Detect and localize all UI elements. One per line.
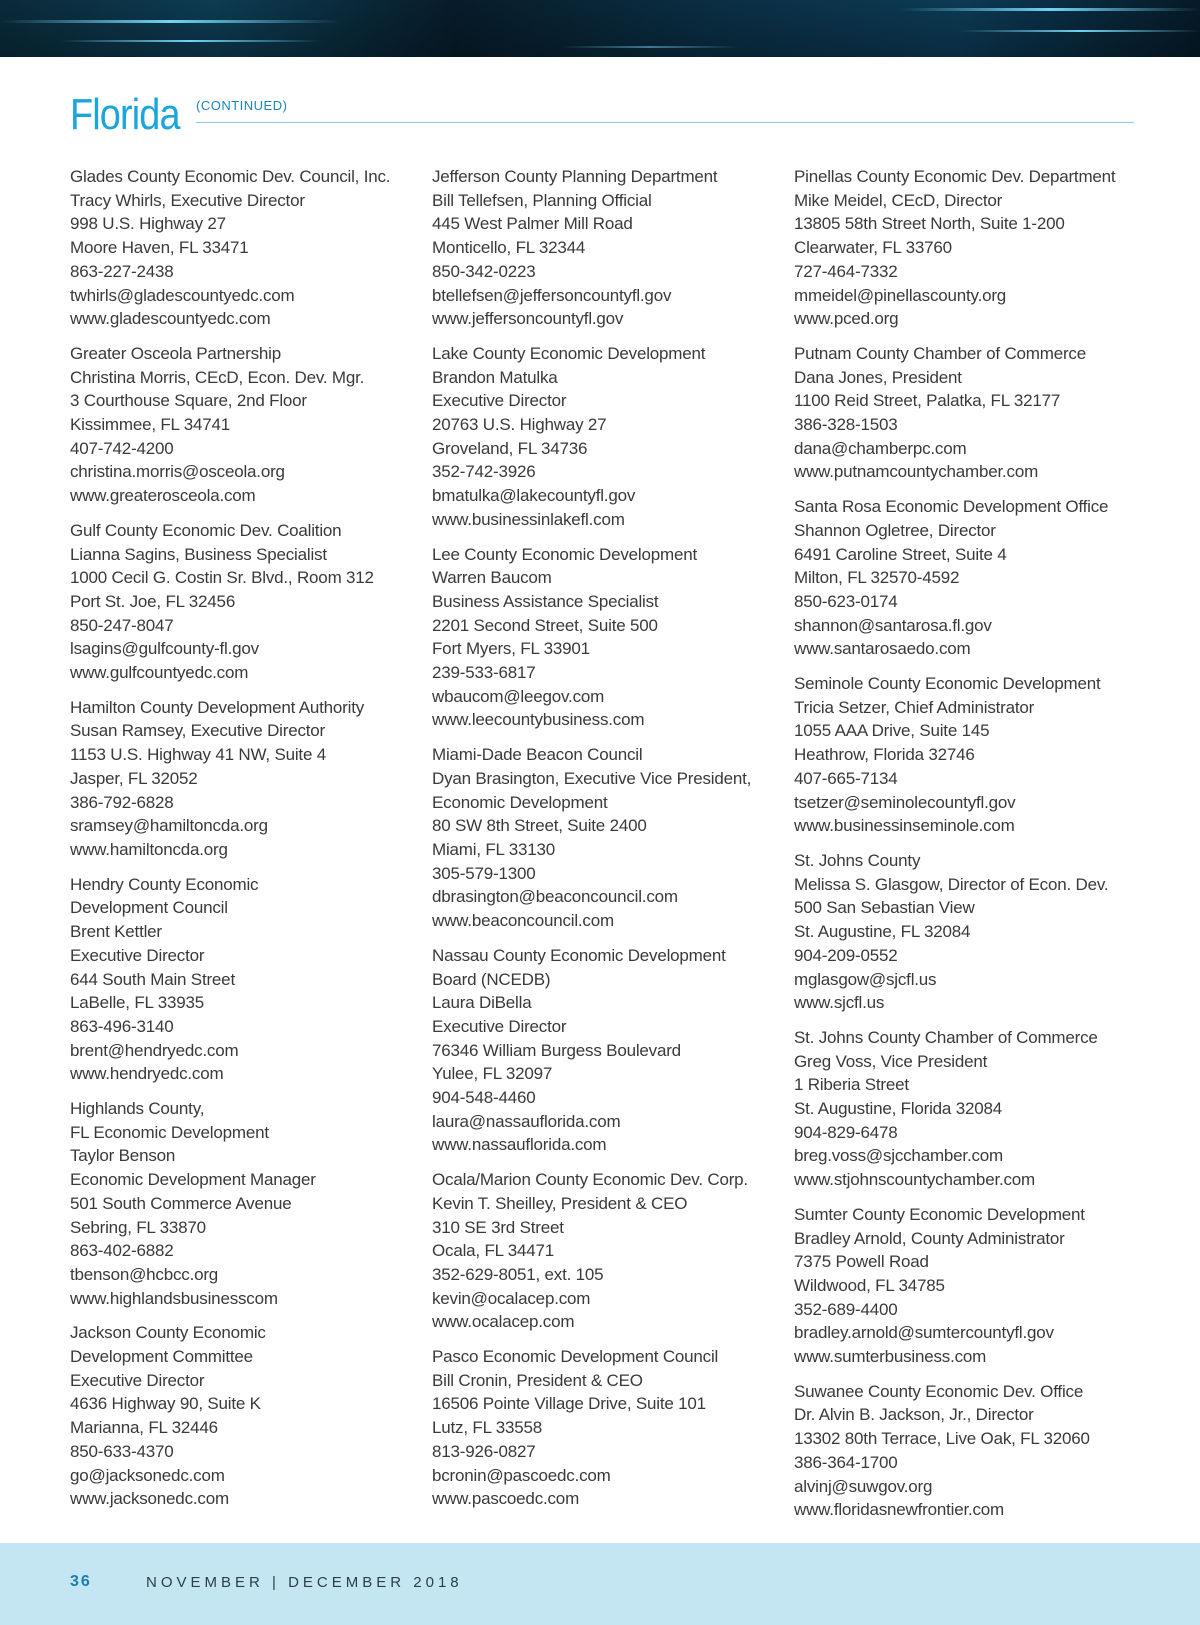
entry-organization: Pinellas County Economic Dev. Department [794,167,1116,186]
entry-organization: Nassau County Economic Development [432,945,726,965]
entry-organization: Seminole County Economic Development [794,674,1101,694]
entry-line: laura@nassauflorida.com [432,1111,621,1131]
entry-line: Miami, FL 33130 [432,839,555,859]
entry-line: 904-829-6478 [794,1122,898,1142]
entry-line: tsetzer@seminolecountyfl.gov [794,792,1016,812]
entry-line: 850-633-4370 [70,1441,174,1461]
entry-line: 727-464-7332 [794,261,898,281]
entry-line: Taylor Benson [70,1146,176,1166]
entry-line: Groveland, FL 34736 [432,438,588,458]
entry-organization: Sumter County Economic Development [794,1204,1085,1224]
banner-light-streak [60,40,320,42]
entry-line: 352-689-4400 [794,1299,898,1319]
entry-line: 386-792-6828 [70,792,174,812]
directory-entry [432,944,782,1157]
directory-entry [70,696,420,862]
entry-line: www.gulfcountyedc.com [70,663,249,683]
entry-organization: Pasco Economic Development Council [432,1347,719,1367]
entry-line: Ocala, FL 34471 [432,1241,555,1261]
directory-column-1 [70,165,420,1522]
entry-line: 352-742-3926 [432,462,536,482]
entry-line: bradley.arnold@sumtercountyfl.gov [794,1323,1054,1343]
entry-line: www.beaconcouncil.com [432,911,614,931]
entry-line: Tracy Whirls, Executive Director [70,190,305,210]
directory-entry [70,519,420,685]
entry-organization: Highlands County, [70,1099,205,1119]
entry-line: 407-742-4200 [70,438,174,458]
entry-line: www.businessinseminole.com [794,816,1015,836]
entry-line: Jasper, FL 32052 [70,768,198,788]
entry-line: www.leecountybusiness.com [432,710,645,730]
entry-line: 1100 Reid Street, Palatka, FL 32177 [794,391,1061,411]
entry-line: 1000 Cecil G. Costin Sr. Blvd., Room 312 [70,568,374,588]
entry-organization: Ocala/Marion County Economic Dev. Corp. [432,1170,748,1190]
entry-line: www.hendryedc.com [70,1064,224,1084]
entry-organization: Miami-Dade Beacon Council [432,745,643,765]
entry-line: 13302 80th Terrace, Live Oak, FL 32060 [794,1429,1090,1449]
entry-line: 76346 William Burgess Boulevard [432,1040,681,1060]
entry-line: Lutz, FL 33558 [432,1418,542,1438]
entry-line: Yulee, FL 32097 [432,1064,553,1084]
entry-line: Lianna Sagins, Business Specialist [70,544,327,564]
entry-line: 863-496-3140 [70,1016,174,1036]
entry-line: 644 South Main Street [70,969,235,989]
entry-line: 1 Riberia Street [794,1075,909,1095]
entry-line: Development Council [70,898,228,918]
entry-line: 407-665-7134 [794,768,898,788]
entry-line: Bill Tellefsen, Planning Official [432,190,652,210]
entry-line: 500 San Sebastian View [794,898,975,918]
entry-line: Business Assistance Specialist [432,591,659,611]
entry-line: Economic Development Manager [70,1170,316,1190]
entry-line: btellefsen@jeffersoncountyfl.gov [432,285,672,305]
entry-organization: St. Johns County Chamber of Commerce [794,1027,1098,1047]
entry-line: 445 West Palmer Mill Road [432,214,633,234]
entry-line: Kevin T. Sheilley, President & CEO [432,1193,688,1213]
entry-organization: Lake County Economic Development [432,343,706,363]
continued-label: (CONTINUED) [196,98,288,113]
entry-line: alvinj@suwgov.org [794,1476,933,1496]
top-banner [0,0,1200,57]
entry-line: www.santarosaedo.com [794,639,971,659]
entry-line: www.highlandsbusinesscom [70,1288,278,1308]
entry-line: LaBelle, FL 33935 [70,993,204,1013]
directory-entry [70,1321,420,1511]
entry-line: twhirls@gladescountyedc.com [70,285,295,305]
entry-line: 850-247-8047 [70,615,174,635]
entry-line: St. Augustine, Florida 32084 [794,1099,1002,1119]
entry-line: Fort Myers, FL 33901 [432,639,590,659]
entry-line: 863-402-6882 [70,1241,174,1261]
directory-entry [70,165,420,331]
page-title: Florida [70,90,180,139]
entry-line: Mike Meidel, CEcD, Director [794,190,1003,210]
entry-line: Bill Cronin, President & CEO [432,1370,643,1390]
entry-line: www.putnamcountychamber.com [794,462,1039,482]
issue-date: NOVEMBER | DECEMBER 2018 [146,1574,463,1591]
banner-light-streak [560,46,740,48]
directory-entry [432,165,782,331]
directory-entry [794,1203,1144,1369]
entry-line: tbenson@hcbcc.org [70,1264,219,1284]
directory-entry [794,849,1144,1015]
entry-line: Kissimmee, FL 34741 [70,415,230,435]
entry-line: www.floridasnewfrontier.com [794,1500,1005,1520]
entry-line: Melissa S. Glasgow, Director of Econ. Dev. [794,874,1109,894]
entry-organization: Hendry County Economic [70,874,259,894]
entry-line: lsagins@gulfcounty-fl.gov [70,639,259,659]
entry-line: www.gladescountyedc.com [70,309,271,329]
page-number: 36 [70,1573,92,1590]
entry-line: www.businessinlakefl.com [432,509,625,529]
banner-light-streak [0,20,340,23]
entry-organization: Hamilton County Development Authority [70,697,365,717]
entry-line: 6491 Caroline Street, Suite 4 [794,544,1007,564]
entry-line: 13805 58th Street North, Suite 1-200 [794,214,1065,234]
entry-line: 305-579-1300 [432,863,536,883]
entry-organization: Gulf County Economic Dev. Coalition [70,520,342,540]
entry-line: 386-328-1503 [794,415,898,435]
directory-entry [794,1380,1144,1522]
entry-line: 813-926-0827 [432,1441,536,1461]
entry-organization: Greater Osceola Partnership [70,343,281,363]
entry-line: Executive Director [70,945,205,965]
entry-line: Susan Ramsey, Executive Director [70,721,325,741]
entry-line: 7375 Powell Road [794,1252,929,1272]
entry-line: Greg Voss, Vice President [794,1051,988,1071]
page-footer [0,1543,1200,1625]
directory-entry [432,1345,782,1511]
directory-entry [794,342,1144,484]
entry-line: Laura DiBella [432,993,532,1013]
entry-line: 904-548-4460 [432,1088,536,1108]
entry-line: 20763 U.S. Highway 27 [432,415,607,435]
entry-organization: St. Johns County [794,850,921,870]
entry-organization: Lee County Economic Development [432,544,698,564]
section-header [70,84,1134,144]
entry-line: Bradley Arnold, County Administrator [794,1228,1065,1248]
entry-line: bmatulka@lakecountyfl.gov [432,486,636,506]
entry-line: Dyan Brasington, Executive Vice President, [432,768,752,788]
directory-entry [70,873,420,1086]
entry-line: www.pascoedc.com [432,1489,580,1509]
entry-line: Tricia Setzer, Chief Administrator [794,697,1035,717]
entry-line: www.hamiltoncda.org [70,839,228,859]
entry-line: 850-623-0174 [794,591,898,611]
entry-line: wbaucom@leegov.com [432,686,605,706]
entry-line: Monticello, FL 32344 [432,238,586,258]
directory-entry [432,743,782,933]
entry-line: 850-342-0223 [432,261,536,281]
entry-line: mmeidel@pinellascounty.org [794,285,1007,305]
entry-line: Executive Director [70,1370,205,1390]
entry-line: dbrasington@beaconcouncil.com [432,887,678,907]
entry-line: 998 U.S. Highway 27 [70,214,226,234]
directory-column-3 [794,165,1144,1533]
entry-line: Milton, FL 32570-4592 [794,568,960,588]
entry-line: kevin@ocalacep.com [432,1288,591,1308]
entry-line: St. Augustine, FL 32084 [794,922,971,942]
entry-line: www.greaterosceola.com [70,486,256,506]
entry-line: christina.morris@osceola.org [70,462,285,482]
directory-entry [432,543,782,733]
directory-entry [432,342,782,532]
entry-line: go@jacksonedc.com [70,1465,225,1485]
entry-line: www.sumterbusiness.com [794,1347,987,1367]
entry-organization: Putnam County Chamber of Commerce [794,343,1086,363]
directory-entry [794,495,1144,661]
entry-line: 386-364-1700 [794,1452,898,1472]
directory-entry [70,342,420,508]
entry-line: 310 SE 3rd Street [432,1217,564,1237]
directory-column-2 [432,165,782,1522]
entry-line: dana@chamberpc.com [794,438,967,458]
entry-line: Dr. Alvin B. Jackson, Jr., Director [794,1405,1034,1425]
entry-line: Moore Haven, FL 33471 [70,238,249,258]
entry-organization: Santa Rosa Economic Development Office [794,497,1109,517]
entry-line: Heathrow, Florida 32746 [794,745,975,765]
entry-line: FL Economic Development [70,1122,269,1142]
entry-line: www.sjcfl.us [794,993,885,1013]
entry-line: shannon@santarosa.fl.gov [794,615,992,635]
entry-line: sramsey@hamiltoncda.org [70,816,268,836]
entry-line: 1055 AAA Drive, Suite 145 [794,721,990,741]
entry-line: brent@hendryedc.com [70,1040,239,1060]
entry-line: breg.voss@sjcchamber.com [794,1146,1003,1166]
entry-line: Executive Director [432,391,567,411]
entry-line: www.nassauflorida.com [432,1135,607,1155]
directory-entry [70,1097,420,1310]
entry-organization: Suwanee County Economic Dev. Office [794,1381,1084,1401]
entry-line: Clearwater, FL 33760 [794,238,952,258]
directory-entry [794,165,1144,331]
entry-line: 1153 U.S. Highway 41 NW, Suite 4 [70,745,326,765]
entry-line: www.jacksonedc.com [70,1489,229,1509]
entry-line: Brent Kettler [70,922,162,942]
banner-light-streak [900,8,1200,11]
entry-line: Marianna, FL 32446 [70,1418,218,1438]
entry-line: www.ocalacep.com [432,1312,575,1332]
directory-entry [432,1168,782,1334]
directory-entry [794,672,1144,838]
entry-line: Wildwood, FL 34785 [794,1275,945,1295]
entry-line: Brandon Matulka [432,367,558,387]
entry-line: Sebring, FL 33870 [70,1217,206,1237]
entry-line: Executive Director [432,1016,567,1036]
entry-line: 501 South Commerce Avenue [70,1193,292,1213]
entry-line: Shannon Ogletree, Director [794,520,996,540]
entry-line: 2201 Second Street, Suite 500 [432,615,658,635]
entry-line: Dana Jones, President [794,367,962,387]
entry-line: mglasgow@sjcfl.us [794,969,937,989]
directory-entry [794,1026,1144,1192]
entry-line: 3 Courthouse Square, 2nd Floor [70,391,307,411]
entry-line: Development Committee [70,1347,253,1367]
entry-line: www.jeffersoncountyfl.gov [432,309,624,329]
entry-line: Economic Development [432,792,608,812]
entry-line: 863-227-2438 [70,261,174,281]
entry-organization: Glades County Economic Dev. Council, Inc. [70,167,391,186]
entry-line: Port St. Joe, FL 32456 [70,591,236,611]
entry-line: 352-629-8051, ext. 105 [432,1264,604,1284]
entry-line: 4636 Highway 90, Suite K [70,1394,261,1414]
entry-line: Christina Morris, CEcD, Econ. Dev. Mgr. [70,367,365,387]
entry-line: bcronin@pascoedc.com [432,1465,611,1485]
banner-light-streak [960,30,1200,32]
entry-line: 904-209-0552 [794,945,898,965]
entry-line: www.pced.org [794,309,899,329]
entry-line: 16506 Pointe Village Drive, Suite 101 [432,1394,706,1414]
entry-line: Warren Baucom [432,568,552,588]
entry-line: 80 SW 8th Street, Suite 2400 [432,816,647,836]
entry-line: www.stjohnscountychamber.com [794,1170,1036,1190]
title-divider [196,122,1134,123]
entry-line: Board (NCEDB) [432,969,551,989]
entry-organization: Jefferson County Planning Department [432,167,718,186]
entry-organization: Jackson County Economic [70,1323,266,1343]
entry-line: 239-533-6817 [432,663,536,683]
